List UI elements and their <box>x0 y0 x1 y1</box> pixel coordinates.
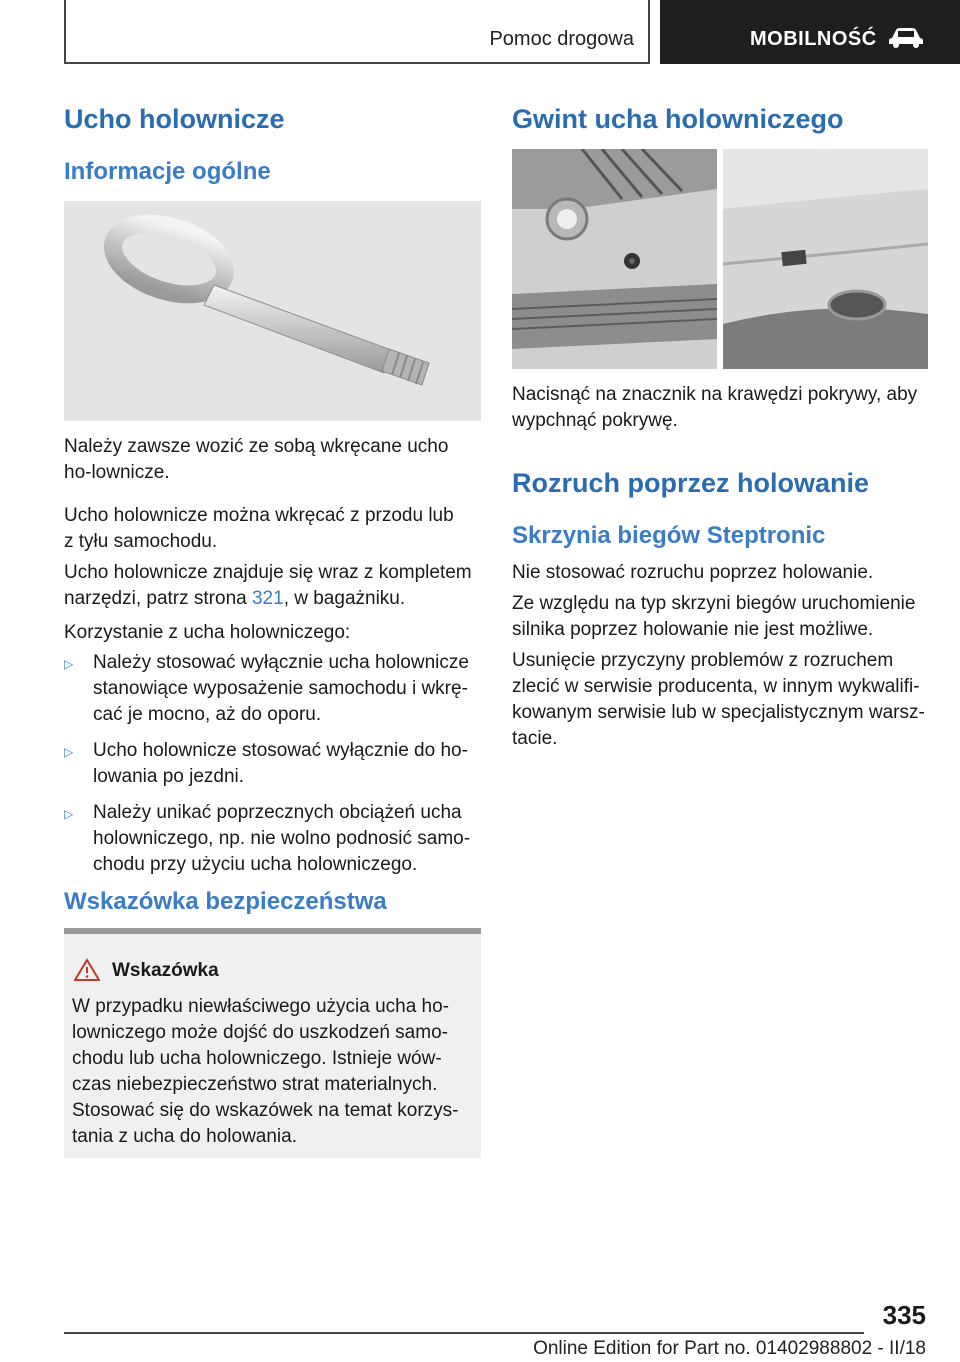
footer-edition: Online Edition for Part no. 01402988802 - II/18 <box>533 1338 926 1359</box>
safety-heading: Wskazówka bezpieczeństwa <box>64 888 387 915</box>
right-para-2: Nie stosować rozruchu poprzez holowanie. <box>512 562 874 583</box>
bullet-text: Należy stosować wyłącznie ucha holownicze stanowiące wyposażenie samochodu i wkrę-cać je mocno, aż do oporu. <box>93 652 469 725</box>
right-para-3: Ze względu na typ skrzyni biegów uruchomienie silnika poprzez holowanie nie jest możliwe. <box>512 593 916 640</box>
right-para-4: Usunięcie przyczyny problemów z rozruchem zlecić w serwisie producenta, w innym wykwalifi-kowanym serwisie lub w specjalistycznym warsz-tacie. <box>512 650 925 749</box>
left-title: Ucho holownicze <box>64 104 285 134</box>
bullet-text: Ucho holownicze stosować wyłącznie do ho-lowania po jezdni. <box>93 740 468 787</box>
triangle-bullet-icon: ▷ <box>64 657 74 671</box>
tow-thread-cover-image <box>512 149 928 369</box>
warning-box <box>64 928 481 1158</box>
right-title: Gwint ucha holowniczego <box>512 104 844 134</box>
bullet-text: Należy unikać poprzecznych obciążeń ucha holowniczego, np. nie wolno podnosić samo-chodu przy użyciu ucha holowniczego. <box>93 802 471 875</box>
car-icon <box>888 26 924 48</box>
footer-divider <box>64 1332 864 1334</box>
tow-eye-image <box>64 201 481 421</box>
left-para-3-tail: , w bagażniku. <box>283 588 406 609</box>
warning-title: Wskazówka <box>112 960 219 981</box>
left-para-4: Korzystanie z ucha holowniczego: <box>64 622 351 643</box>
header-chapter-box <box>660 0 960 64</box>
header-section-title: Pomoc drogowa <box>489 28 634 50</box>
left-para-2: Ucho holownicze można wkręcać z przodu lub z tyłu samochodu. <box>64 505 454 552</box>
warning-triangle-icon <box>74 958 100 982</box>
left-para-1: Należy zawsze wozić ze sobą wkręcane ucho ho-lownicze. <box>64 436 449 483</box>
usage-bullet-list <box>64 650 474 878</box>
header-chapter-title: MOBILNOŚĆ <box>750 28 877 50</box>
right-title-2: Rozruch poprzez holowanie <box>512 468 870 498</box>
right-para-1: Nacisnąć na znacznik na krawędzi pokrywy, aby wypchnąć pokrywę. <box>512 384 918 431</box>
page-number: 335 <box>882 1300 926 1330</box>
page-link-321[interactable]: 321 <box>251 588 284 609</box>
left-subtitle: Informacje ogólne <box>64 158 271 185</box>
list-item <box>64 738 474 790</box>
triangle-bullet-icon: ▷ <box>64 745 74 759</box>
header-section-box <box>64 0 650 64</box>
warning-text: W przypadku niewłaściwego użycia ucha ho-lowniczego może dojść do uszkodzeń samo-chodu lub ucha holowniczego. Istnieje wów-czas niebezpieczeństwo strat materialnych. Stosować się do wskazówek na temat korzys-tania z ucha do holowania. <box>72 996 459 1147</box>
left-para-3 <box>64 560 481 612</box>
left-para-3-text: Ucho holownicze znajduje się wraz z kompletem narzędzi, patrz strona <box>64 562 472 609</box>
list-item <box>64 650 474 728</box>
triangle-bullet-icon: ▷ <box>64 807 74 821</box>
list-item <box>64 800 474 878</box>
right-subtitle-2: Skrzynia biegów Steptronic <box>512 522 826 549</box>
